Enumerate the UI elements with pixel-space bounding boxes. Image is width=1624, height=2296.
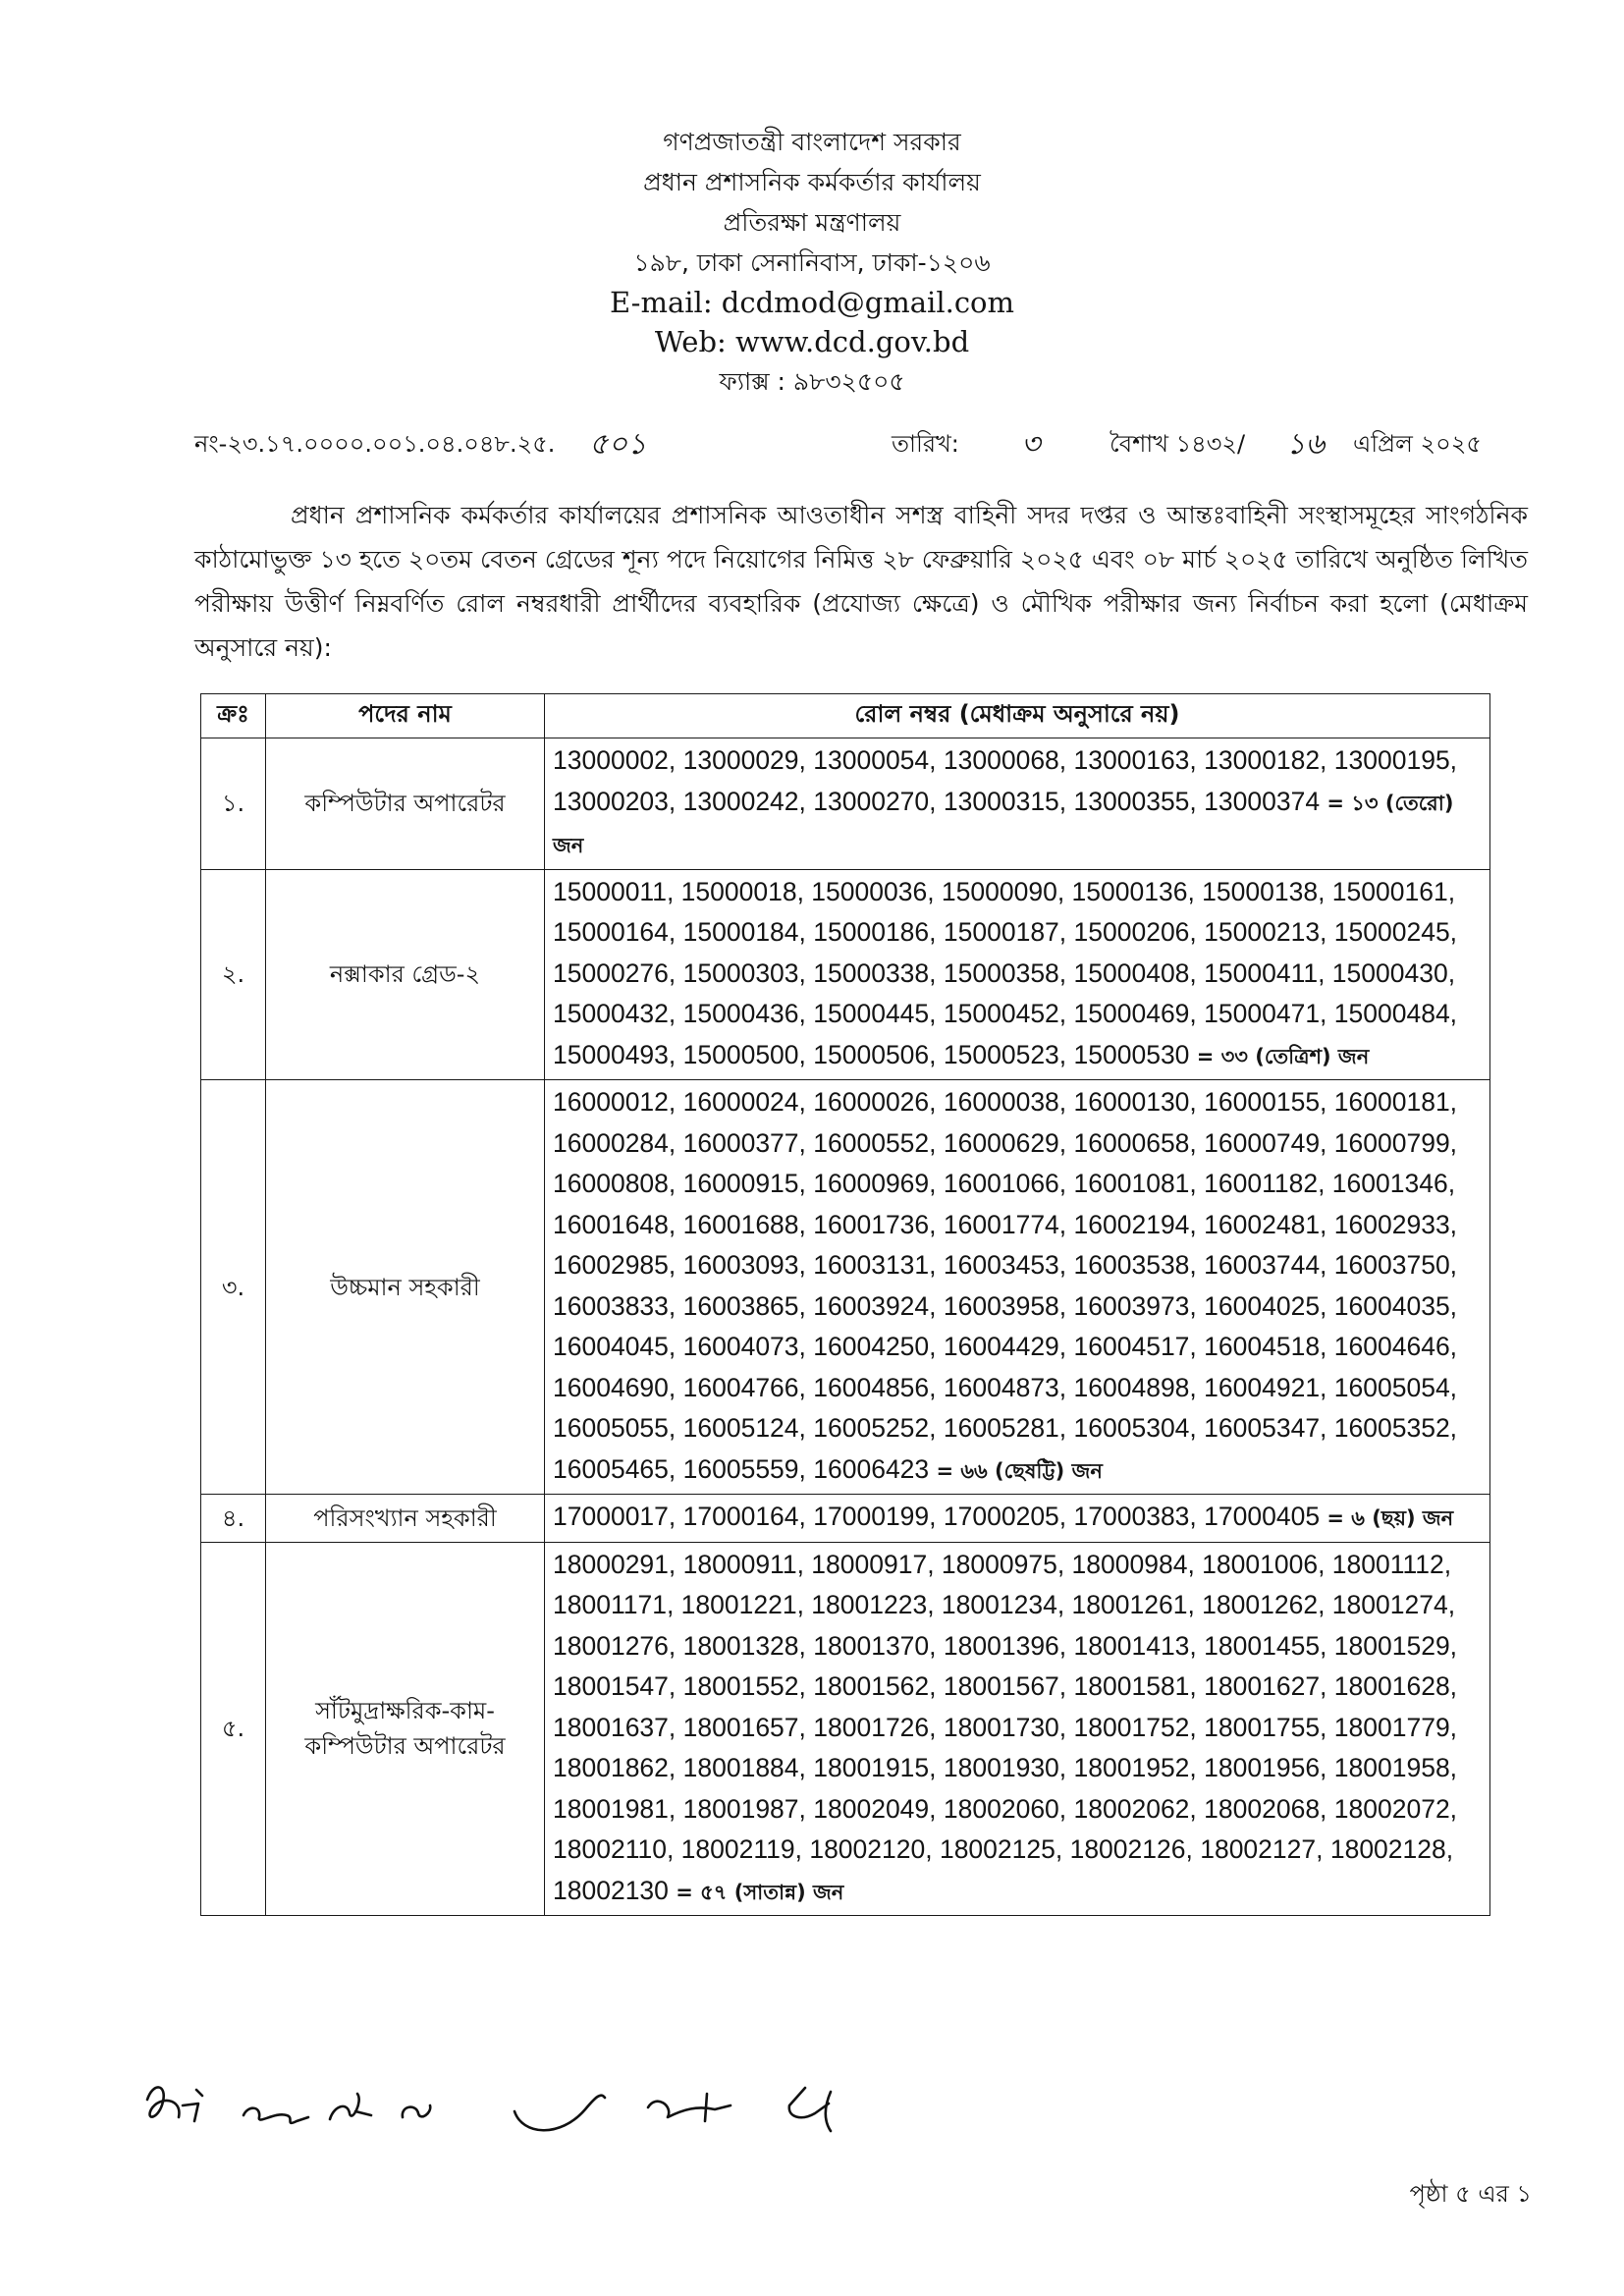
roll-numbers-cell	[545, 869, 1490, 1080]
memo-number: নং-২৩.১৭.০০০০.০০১.০৪.০৪৮.২৫.	[194, 430, 556, 458]
signature-6	[648, 2094, 731, 2121]
roll-numbers: 18000291, 18000911, 18000917, 18000975, 18000984, 18001006, 18001112, 18001171, 18001221, 18001223, 18001234, 18001261, 18001262, 18001274, 18001276, 18001328, 18001370, 18001396, 18001413, 18001455, 18001529, 18001547, 18001552, 18001562, 18001567, 18001581, 18001627, 18001628, 18001637, 18001657, 18001726, 18001730, 18001752, 18001755, 18001779, 18001862, 18001884, 18001915, 18001930, 18001952, 18001956, 18001958, 18001981, 18001987, 18002049, 18002060, 18002062, 18002068, 18002072, 18002110, 18002119, 18002120, 18002125, 18002126, 18002127, 18002128, 18002130	[553, 1549, 1458, 1905]
page-number: পৃষ্ঠা ৫ এর ১	[1409, 2180, 1532, 2208]
signature-1	[147, 2087, 202, 2121]
roll-numbers-cell	[545, 1495, 1490, 1543]
english-month-year: এপ্রিল ২০২৫	[1353, 430, 1482, 458]
roll-numbers: 15000011, 15000018, 15000036, 15000090, 15000136, 15000138, 15000161, 15000164, 15000184, 15000186, 15000187, 15000206, 15000213, 15000245, 15000276, 15000303, 15000338, 15000358, 15000408, 15000411, 15000430, 15000432, 15000436, 15000445, 15000452, 15000469, 15000471, 15000484, 15000493, 15000500, 15000506, 15000523, 15000530	[553, 876, 1458, 1069]
post-name: পরিসংখ্যান সহকারী	[266, 1495, 545, 1543]
table-row	[201, 738, 1490, 870]
row-total: = ৬৬ (ছেষট্টি) জন	[929, 1458, 1103, 1483]
roll-numbers: 17000017, 17000164, 17000199, 17000205, 17000383, 17000405	[553, 1502, 1321, 1531]
english-day-handwritten: ১৬	[1286, 427, 1325, 462]
signature-3	[330, 2094, 371, 2119]
table-row	[201, 869, 1490, 1080]
roll-numbers-cell	[545, 1542, 1490, 1916]
table-row	[201, 1080, 1490, 1495]
row-serial: ১.	[201, 738, 266, 870]
post-name: সাঁটমুদ্রাক্ষরিক-কাম-কম্পিউটার অপারেটর	[266, 1542, 545, 1916]
ministry-name: প্রতিরক্ষা মন্ত্রণালয়	[723, 208, 901, 237]
office-address: ১৯৮, ঢাকা সেনানিবাস, ঢাকা-১২০৬	[633, 248, 991, 277]
signature-7	[789, 2088, 831, 2131]
post-name: নক্সাকার গ্রেড-২	[266, 869, 545, 1080]
memo-reference-line	[194, 420, 1528, 464]
post-name: উচ্চমান সহকারী	[266, 1080, 545, 1495]
date-label: তারিখ:	[892, 430, 959, 458]
roll-numbers: 13000002, 13000029, 13000054, 13000068, 13000163, 13000182, 13000195, 13000203, 13000242, 13000270, 13000315, 13000355, 13000374	[553, 745, 1458, 816]
email-line: E-mail: dcdmod@gmail.com	[609, 286, 1015, 319]
signature-2	[244, 2108, 308, 2123]
government-name: গণপ্রজাতন্ত্রী বাংলাদেশ সরকার	[663, 128, 961, 156]
row-total: = ১৩ (তেরো) জন	[553, 791, 1454, 857]
roll-column-header: রোল নম্বর (মেধাক্রম অনুসারে নয়)	[545, 694, 1490, 738]
notice-paragraph: প্রধান প্রশাসনিক কর্মকর্তার কার্যালয়ের প্রশাসনিক আওতাধীন সশস্ত্র বাহিনী সদর দপ্তর ও আন্তঃবাহিনী সংস্থাসমূহের সাংগঠনিক কাঠামোভুক্ত ১৩ হতে ২০তম বেতন গ্রেডের শূন্য পদে নিয়োগের নিমিত্ত ২৮ ফেব্রুয়ারি ২০২৫ এবং ০৮ মার্চ ২০২৫ তারিখে অনুষ্ঠিত লিখিত পরীক্ষায় উত্তীর্ণ নিম্নবর্ণিত রোল নম্বরধারী প্রার্থীদের ব্যবহারিক (প্রযোজ্য ক্ষেত্রে) ও মৌখিক পরীক্ষার জন্য নির্বাচন করা হলো (মেধাক্রম অনুসারে নয়):	[194, 501, 1528, 662]
roll-numbers-cell	[545, 1080, 1490, 1495]
row-serial: ২.	[201, 869, 266, 1080]
bengali-day-handwritten: ৩	[1021, 427, 1041, 462]
row-total: = ৫৭ (সাতান্ন) জন	[668, 1880, 844, 1904]
post-column-header: পদের নাম	[266, 694, 545, 738]
serial-column-header: ক্রঃ	[201, 694, 266, 738]
memo-number-handwritten: ৫০১	[589, 427, 647, 462]
row-total: = ৩৩ (তেত্রিশ) জন	[1189, 1044, 1370, 1068]
selection-table	[200, 693, 1490, 1916]
roll-numbers-cell	[545, 738, 1490, 870]
bengali-month-year: বৈশাখ ১৪৩২/	[1110, 430, 1246, 458]
signature-row	[137, 2066, 923, 2174]
table-header-row	[201, 694, 1490, 738]
web-line: Web: www.dcd.gov.bd	[654, 325, 970, 358]
row-serial: ৩.	[201, 1080, 266, 1495]
row-serial: ৪.	[201, 1495, 266, 1543]
table-row	[201, 1542, 1490, 1916]
office-name: প্রধান প্রশাসনিক কর্মকর্তার কার্যালয়	[643, 168, 981, 196]
signature-4	[403, 2105, 430, 2117]
post-name: কম্পিউটার অপারেটর	[266, 738, 545, 870]
signature-5	[514, 2096, 605, 2131]
row-total: = ৬ (ছয়) জন	[1320, 1506, 1454, 1530]
table-row	[201, 1495, 1490, 1543]
roll-numbers: 16000012, 16000024, 16000026, 16000038, 16000130, 16000155, 16000181, 16000284, 16000377, 16000552, 16000629, 16000658, 16000749, 16000799, 16000808, 16000915, 16000969, 16001066, 16001081, 16001182, 16001346, 16001648, 16001688, 16001736, 16001774, 16002194, 16002481, 16002933, 16002985, 16003093, 16003131, 16003453, 16003538, 16003744, 16003750, 16003833, 16003865, 16003924, 16003958, 16003973, 16004025, 16004035, 16004045, 16004073, 16004250, 16004429, 16004517, 16004518, 16004646, 16004690, 16004766, 16004856, 16004873, 16004898, 16004921, 16005054, 16005055, 16005124, 16005252, 16005281, 16005304, 16005347, 16005352, 16005465, 16005559, 16006423	[553, 1087, 1458, 1484]
row-serial: ৫.	[201, 1542, 266, 1916]
fax-line: ফ্যাক্স : ৯৮৩২৫০৫	[719, 367, 905, 396]
letterhead	[0, 122, 1624, 402]
